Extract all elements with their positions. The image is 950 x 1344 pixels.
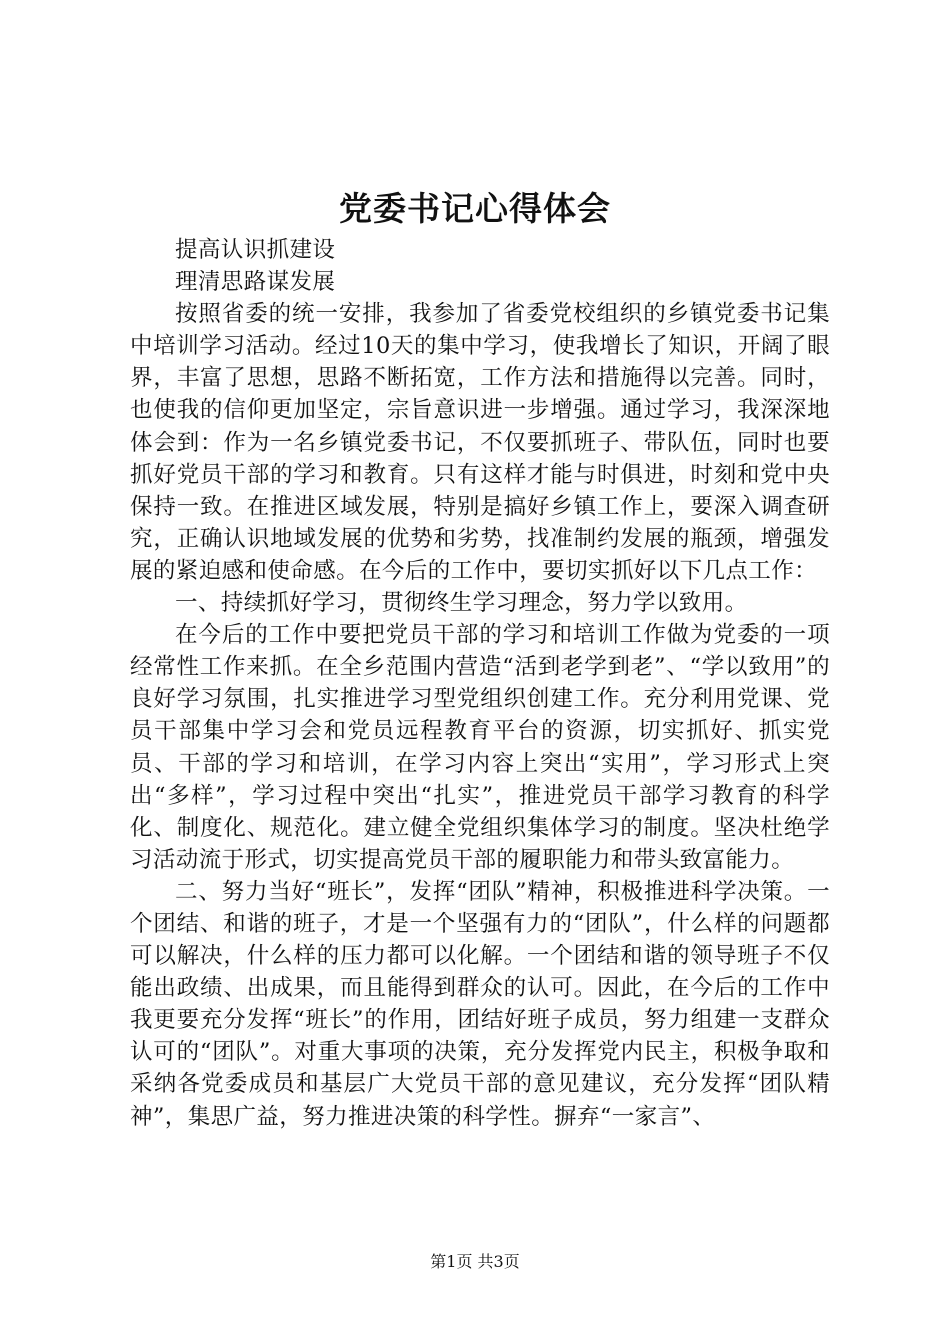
page-footer [0,1250,950,1274]
section-heading: 一、持续抓好学习，贯彻终生学习理念，努力学以致用。 [175,590,748,617]
subtitle-line-1: 提高认识抓建设 [175,237,336,263]
page-indicator: 第1页 共3页 [430,1252,520,1271]
body-paragraph: 在今后的工作中要把党员干部的学习和培训工作做为党委的一项经常性工作来抓。在全乡范围内营造“活到老学到老”、“学以致用”的良好学习氛围，扎实推进学习型党组织创建工作。充分利用党课、党员干部集中学习会和党员远程教育平台的资源，切实抓好、抓实党员、干部的学习和培训，在学习内容上突出“实用”，学习形式上突出“多样”，学习过程中突出“扎实”，推进党员干部学习教育的科学化、制度化、规范化。建立健全党组织集体学习的制度。坚决杜绝学习活动流于形式，切实提高党员干部的履职能力和带头致富能力。 [130,622,830,873]
body-paragraph: 二、努力当好“班长”，发挥“团队”精神，积极推进科学决策。一个团结、和谐的班子，才是一个坚强有力的“团队”，什么样的问题都可以解决，什么样的压力都可以化解。一个团结和谐的领导班子不仅能出政绩、出成果，而且能得到群众的认可。因此，在今后的工作中我更要充分发挥“班长”的作用，团结好班子成员，努力组建一支群众认可的“团队”。对重大事项的决策，充分发挥党内民主，积极争取和采纳各党委成员和基层广大党员干部的意见建议，充分发挥“团队精神”，集思广益，努力推进决策的科学性。摒弃“一家言”、 [130,878,830,1130]
subtitle-line-2: 理清思路谋发展 [175,269,336,296]
body-paragraph: 按照省委的统一安排，我参加了省委党校组织的乡镇党委书记集中培训学习活动。经过10天的集中学习，使我增长了知识，开阔了眼界，丰富了思想，思路不断拓宽，工作方法和措施得以完善。同时，也使我的信仰更加坚定，宗旨意识进一步增强。通过学习，我深深地体会到：作为一名乡镇党委书记，不仅要抓班子、带队伍，同时也要抓好党员干部的学习和教育。只有这样才能与时俱进，时刻和党中央保持一致。在推进区域发展，特别是搞好乡镇工作上，要深入调查研究，正确认识地域发展的优势和劣势，找准制约发展的瓶颈，增强发展的紧迫感和使命感。在今后的工作中，要切实抓好以下几点工作： [130,301,830,584]
document-body [130,234,830,1133]
document-title: 党委书记心得体会 [339,189,611,228]
